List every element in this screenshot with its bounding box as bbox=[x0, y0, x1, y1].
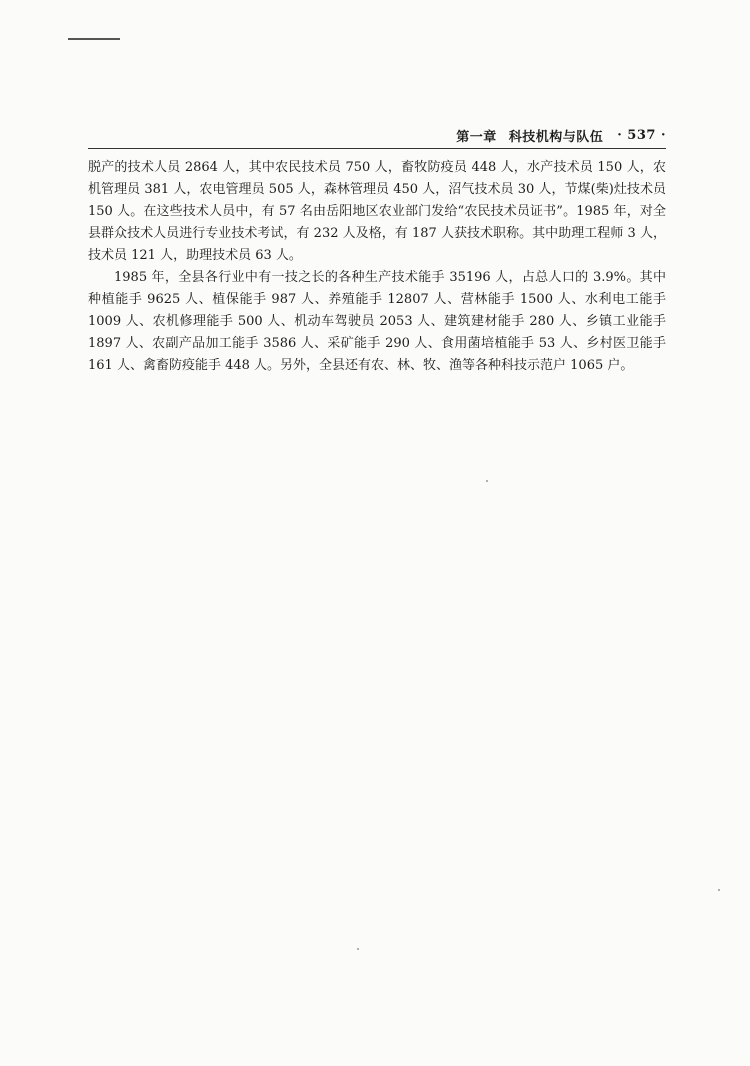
scan-artifact-line bbox=[68, 38, 120, 40]
page-number: · 537 · bbox=[617, 128, 666, 143]
paragraph-continued: 脱产的技术人员 2864 人，其中农民技术员 750 人，畜牧防疫员 448 人，水产技术员 150 人，农机管理员 381 人，农电管理员 505 人，森林管理员 450 人，沼气技术员 30 人，节煤(柴)灶技术员 150 人。在这些技术人员中，有 57 名由岳阳地区农业部门发给“农民技术员证书”。1985 年，对全县群众技术人员进行专业技术考试，有 232 人及格，有 187 人获技术职称。其中助理工程师 3 人，技术员 121 人，助理技术员 63 人。 bbox=[88, 160, 666, 263]
section-title: 科技机构与队伍 bbox=[508, 130, 604, 145]
paragraph: 1985 年，全县各行业中有一技之长的各种生产技术能手 35196 人，占总人口的 3.9%。其中种植能手 9625 人、植保能手 987 人、养殖能手 12807 人、营林能手 1500 人、水利电工能手 1009 人、农机修理能手 500 人、机动车驾驶员 2053 人、建筑建材能手 280 人、乡镇工业能手 1897 人、农副产品加工能手 3586 人、采矿能手 290 人、食用菌培植能手 53 人、乡村医卫能手 161 人、禽畜防疫能手 448 人。另外，全县还有农、林、牧、渔等各种科技示范户 1065 户。 bbox=[88, 270, 666, 373]
body-text bbox=[88, 157, 666, 377]
header-rule bbox=[88, 148, 666, 149]
chapter-label: 第一章 bbox=[456, 130, 497, 145]
scan-speck bbox=[718, 889, 720, 891]
scan-speck bbox=[357, 948, 359, 950]
running-header bbox=[88, 126, 666, 145]
scan-speck bbox=[486, 480, 488, 482]
